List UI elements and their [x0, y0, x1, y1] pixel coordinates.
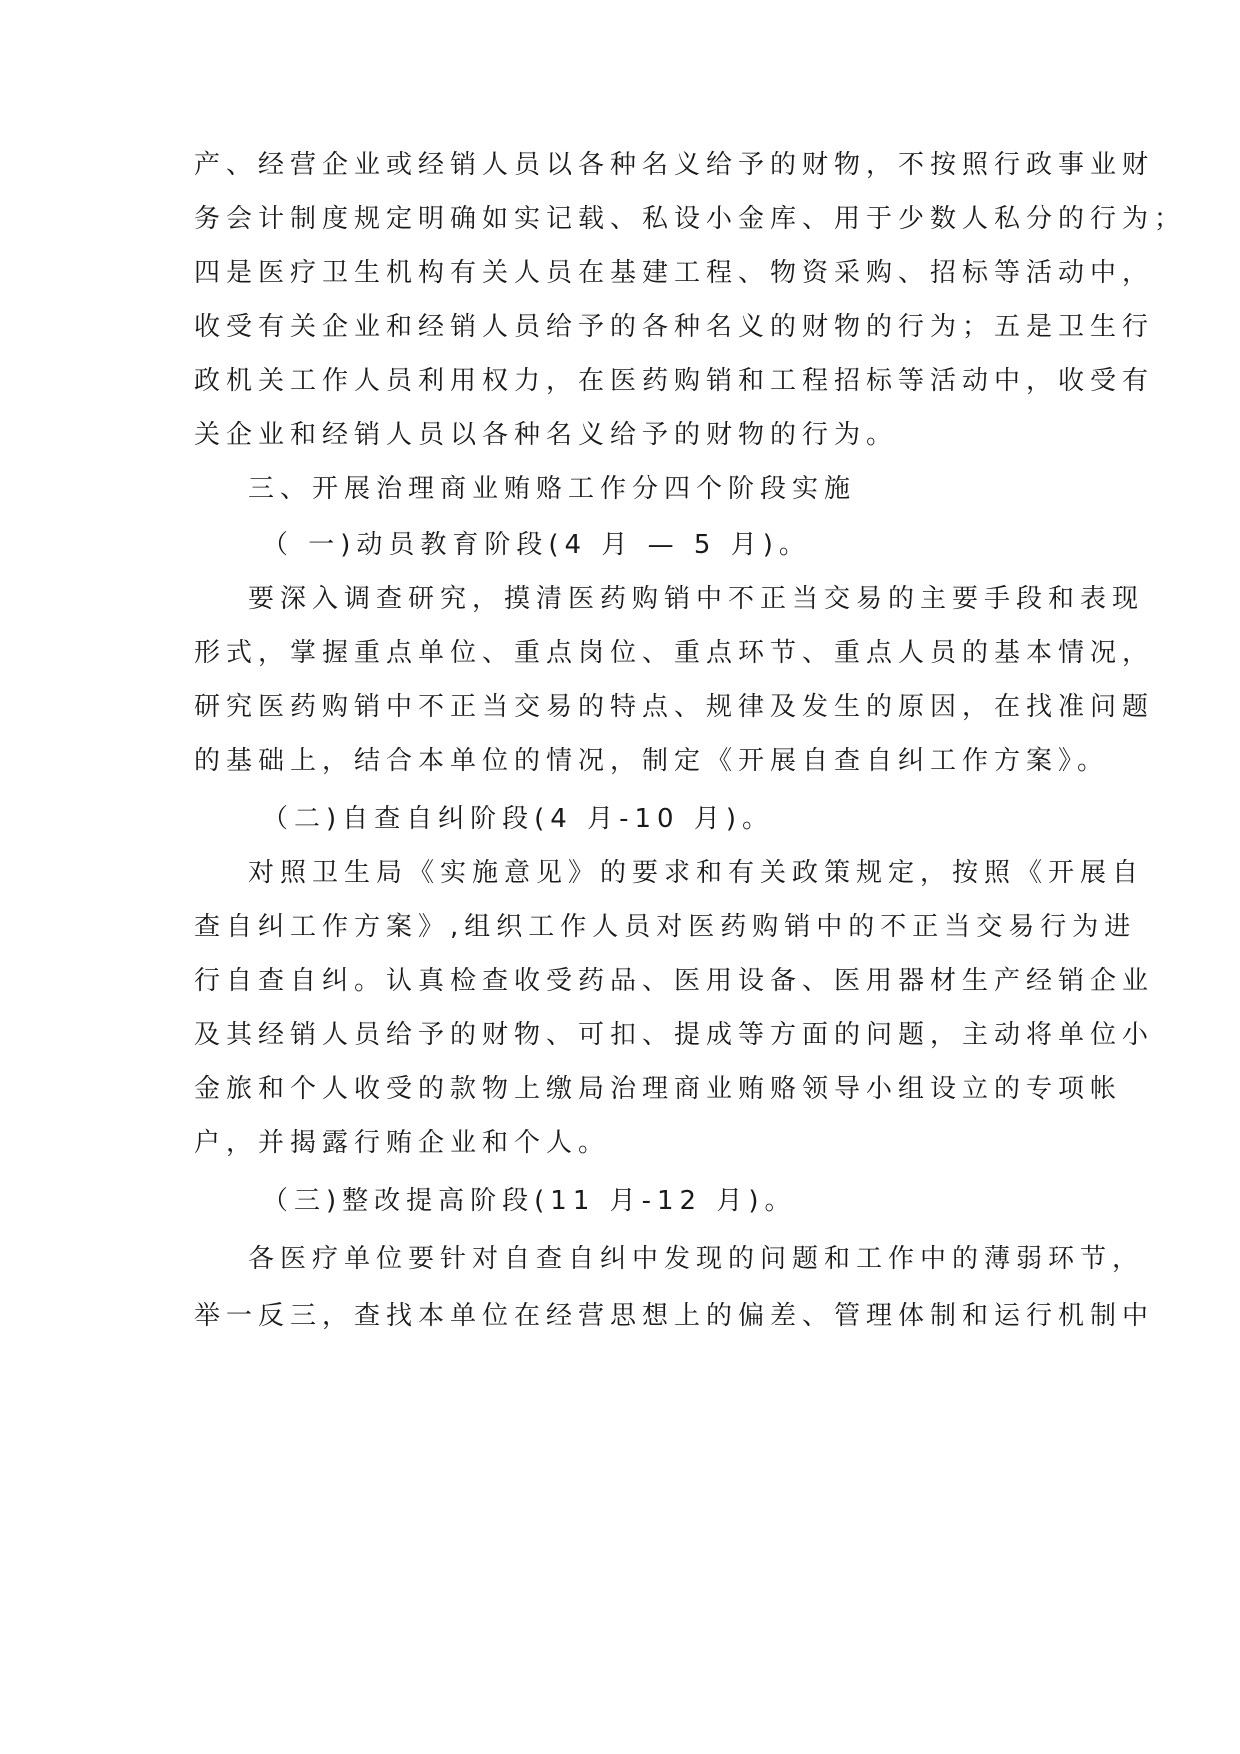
text-line: 及其经销人员给予的财物、可扣、提成等方面的问题，主动将单位小	[194, 1020, 1155, 1050]
subsection-heading: （ 一)动员教育阶段(4 月 — 5 月)。	[262, 530, 811, 560]
text-line: 四是医疗卫生机构有关人员在基建工程、物资采购、招标等活动中，	[194, 258, 1155, 288]
text-line: 各医疗单位要针对自查自纠中发现的问题和工作中的薄弱环节，	[248, 1244, 1145, 1274]
text-line: 收受有关企业和经销人员给予的各种名义的财物的行为；五是卫生行	[194, 312, 1155, 342]
text-line: 务会计制度规定明确如实记载、私设小金库、用于少数人私分的行为；	[194, 204, 1187, 234]
text-line: 要深入调查研究，摸清医药购销中不正当交易的主要手段和表现	[248, 584, 1145, 614]
text-line: 金旅和个人收受的款物上缴局治理商业贿赂领导小组设立的专项帐	[194, 1074, 1123, 1104]
text-line: 形式，掌握重点单位、重点岗位、重点环节、重点人员的基本情况，	[194, 638, 1155, 668]
text-line: 政机关工作人员利用权力，在医药购销和工程招标等活动中，收受有	[194, 366, 1155, 396]
text-line: 关企业和经销人员以各种名义给予的财物的行为。	[194, 420, 899, 450]
section-heading: 三、开展治理商业贿赂工作分四个阶段实施	[248, 474, 857, 504]
text-line: 对照卫生局《实施意见》的要求和有关政策规定，按照《开展自	[248, 858, 1145, 888]
text-line: 研究医药购销中不正当交易的特点、规律及发生的原因，在找准问题	[194, 692, 1155, 722]
subsection-heading: （三)整改提高阶段(11 月-12 月)。	[262, 1186, 797, 1216]
subsection-heading: （二)自查自纠阶段(4 月-10 月)。	[262, 804, 774, 834]
text-line: 的基础上，结合本单位的情况，制定《开展自查自纠工作方案》。	[194, 746, 1110, 776]
text-line: 查自纠工作方案》,组织工作人员对医药购销中的不正当交易行为进	[194, 912, 1137, 942]
text-line: 举一反三，查找本单位在经营思想上的偏差、管理体制和运行机制中	[194, 1301, 1155, 1331]
text-line: 行自查自纠。认真检查收受药品、医用设备、医用器材生产经销企业	[194, 966, 1155, 996]
text-line: 产、经营企业或经销人员以各种名义给予的财物，不按照行政事业财	[194, 150, 1155, 180]
text-line: 户，并揭露行贿企业和个人。	[194, 1128, 611, 1158]
